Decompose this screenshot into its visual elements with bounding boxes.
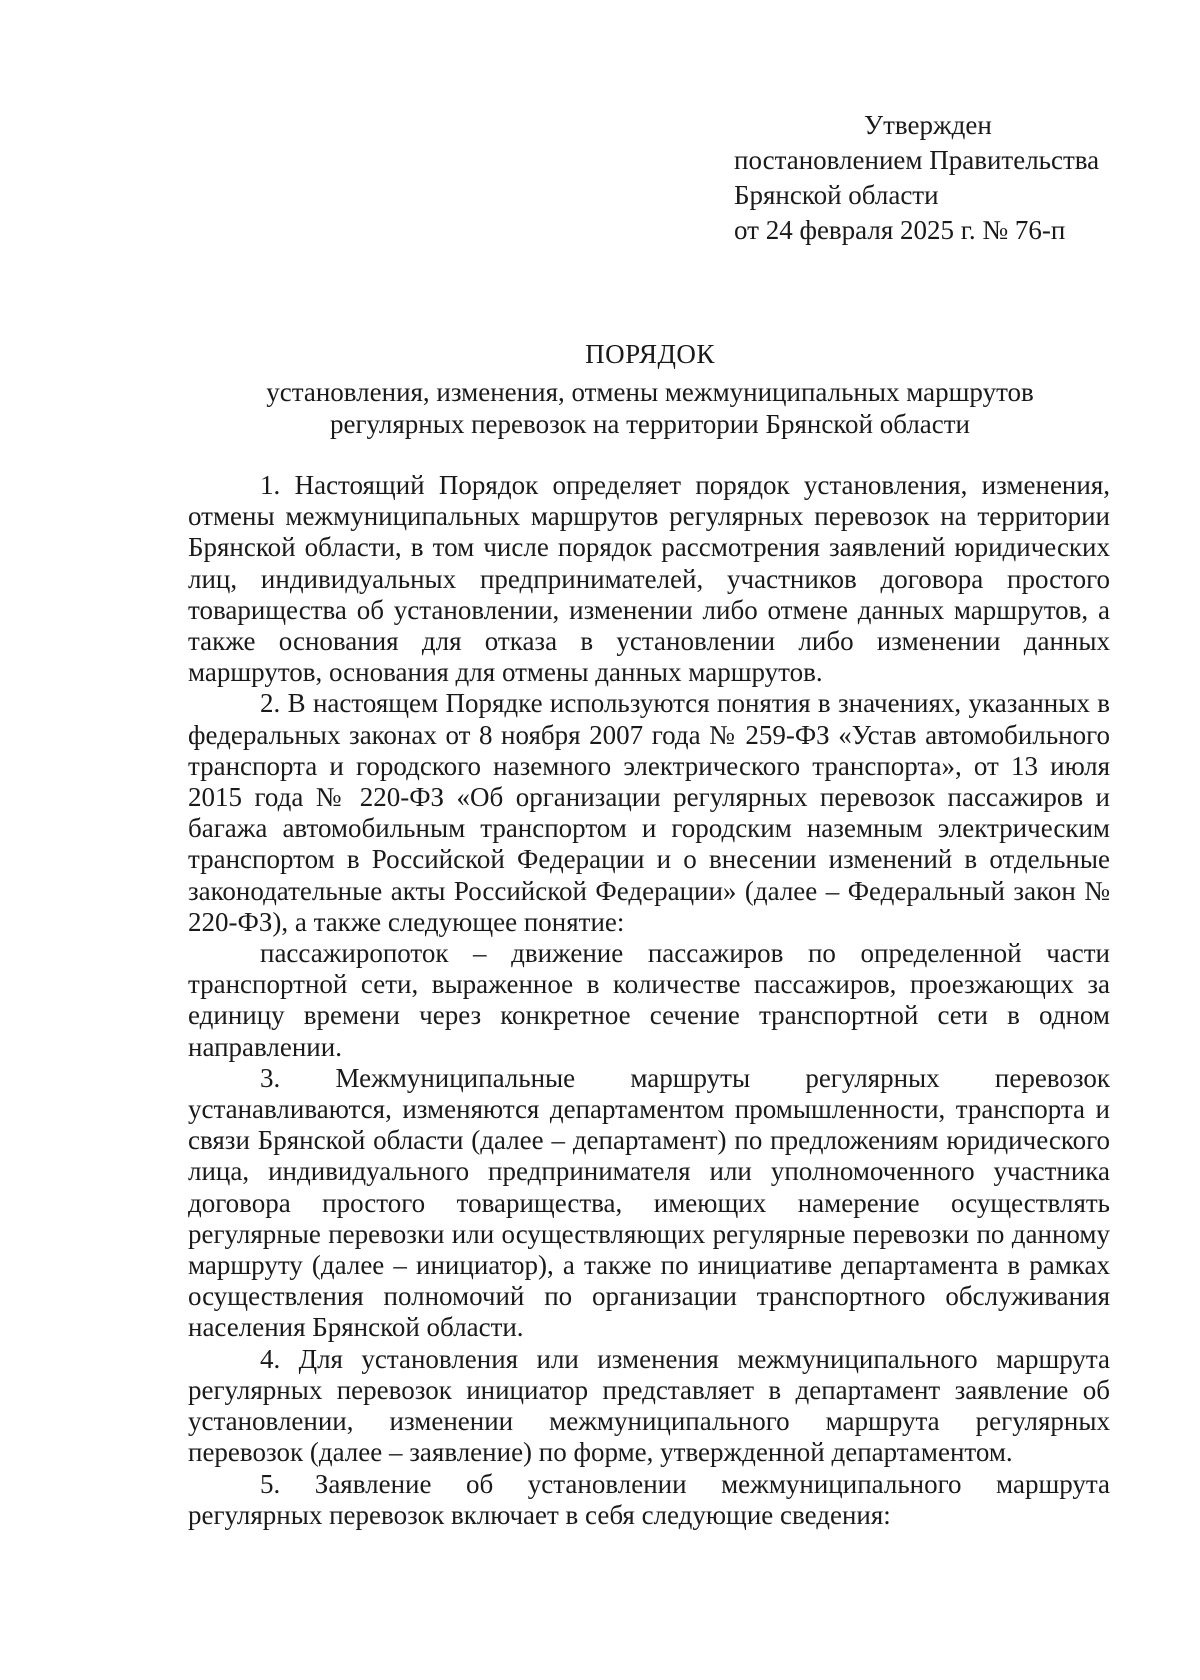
paragraph-5: 5. Заявление об установлении межмуниципального маршрута регулярных перевозок включает в себя следующие сведения: (188, 1468, 1110, 1530)
paragraph-2: 2. В настоящем Порядке используются понятия в значениях, указанных в федеральных законах от 8 ноября 2007 года № 259-ФЗ «Устав автомобильного транспорта и городского наземного электрического транспорта», от 13 июля 2015 года № 220-ФЗ «Об организации регулярных перевозок пассажиров и багажа автомобильным транспортом и городским наземным электрическим транспортом в Российской Федерации и о внесении изменений в отдельные законодательные акты Российской Федерации» (далее – Федеральный закон № 220-ФЗ), а также следующее понятие: (188, 688, 1110, 937)
paragraph-3: 3. Межмуниципальные маршруты регулярных перевозок устанавливаются, изменяются департаментом промышленности, транспорта и связи Брянской области (далее – департамент) по предложениям юридического лица, индивидуального предпринимателя или уполномоченного участника договора простого товарищества, имеющих намерение осуществлять регулярные перевозки или осуществляющих регулярные перевозки по данному маршруту (далее – инициатор), а также по инициативе департамента в рамках осуществления полномочий по организации транспортного обслуживания населения Брянской области. (188, 1062, 1110, 1343)
paragraph-definition-passenger-flow: пассажиропоток – движение пассажиров по определенной части транспортной сети, выраженное в количестве пассажиров, проезжающих за единицу времени через конкретное сечение транспортной сети в одном направлении. (188, 938, 1110, 1062)
document-body (188, 470, 1110, 1531)
document-heading (190, 338, 1110, 440)
approval-line-date-number: от 24 февраля 2025 г. № 76-п (734, 215, 1066, 245)
approval-stamp (734, 108, 1099, 248)
paragraph-1: 1. Настоящий Порядок определяет порядок установления, изменения, отмены межмуниципальных маршрутов регулярных перевозок на территории Брянской области, в том числе порядок рассмотрения заявлений юридических лиц, индивидуальных предпринимателей, участников договора простого товарищества об установлении, изменении либо отмене данных маршрутов, а также основания для отказа в установлении либо изменении данных маршрутов, основания для отмены данных маршрутов. (188, 470, 1110, 688)
document-subtitle-line-1: установления, изменения, отмены межмуниципальных маршрутов (266, 377, 1034, 407)
document-subtitle-line-2: регулярных перевозок на территории Брянской области (329, 409, 971, 439)
paragraph-4: 4. Для установления или изменения межмуниципального маршрута регулярных перевозок инициатор представляет в департамент заявление об установлении, изменении межмуниципального маршрута регулярных перевозок (далее – заявление) по форме, утвержденной департаментом. (188, 1343, 1110, 1468)
approval-line-region: Брянской области (734, 180, 939, 210)
document-title: ПОРЯДОК (585, 339, 715, 369)
approval-line-approved: Утвержден (864, 110, 992, 140)
approval-line-resolution: постановлением Правительства (734, 145, 1100, 175)
